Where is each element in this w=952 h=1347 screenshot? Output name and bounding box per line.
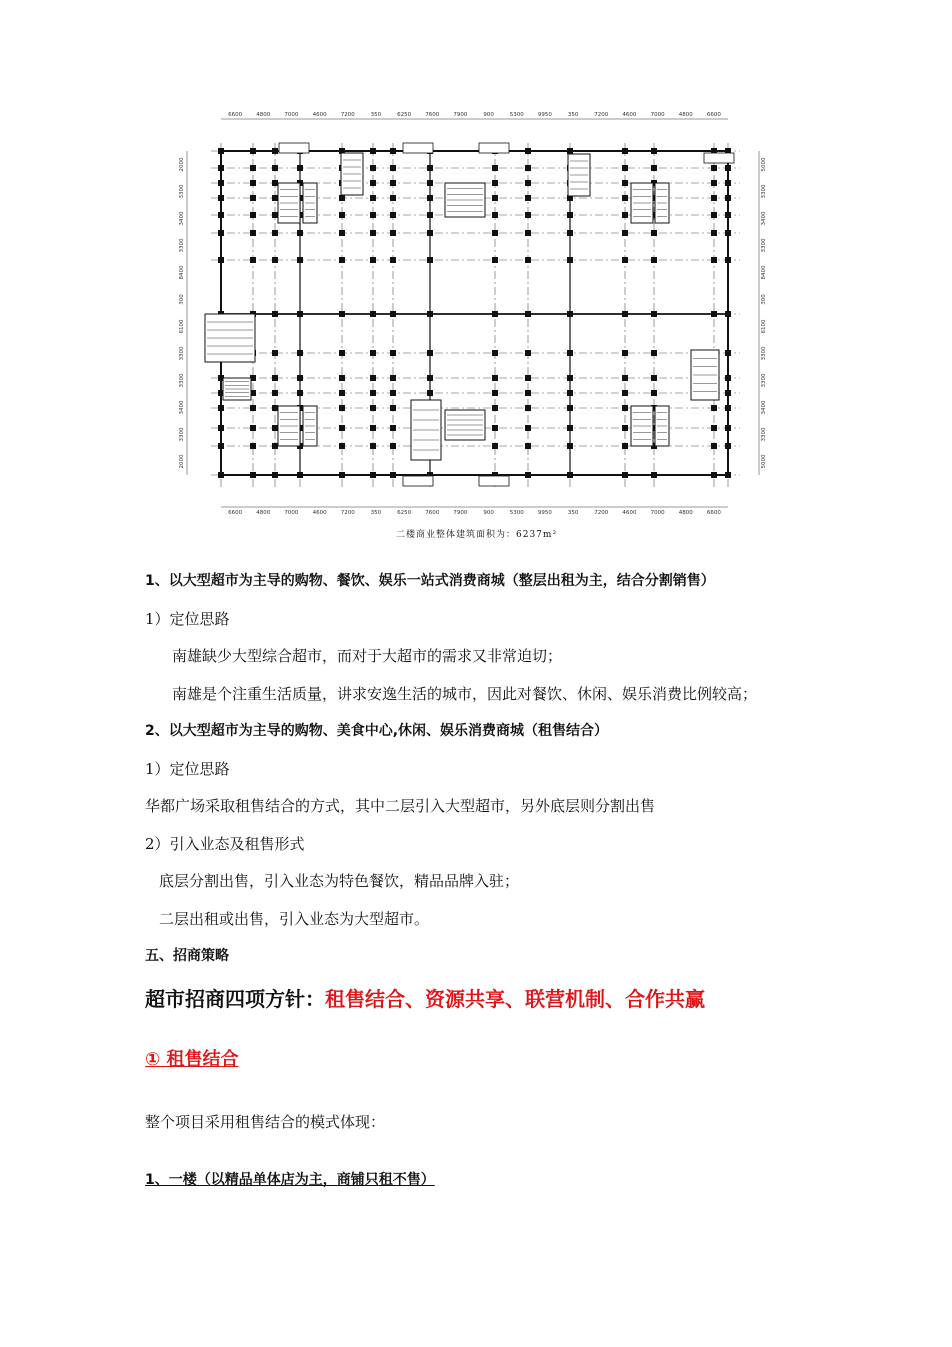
column bbox=[711, 165, 717, 171]
paragraph-1: 南雄缺少大型综合超市，而对于大超市的需求又非常迫切； bbox=[172, 647, 563, 665]
column bbox=[622, 257, 628, 263]
column bbox=[711, 425, 717, 431]
column bbox=[370, 230, 376, 236]
column bbox=[218, 165, 224, 171]
left-dimension-label: 3300 bbox=[179, 346, 185, 361]
column bbox=[651, 257, 657, 263]
column bbox=[370, 165, 376, 171]
column bbox=[339, 311, 345, 317]
column bbox=[427, 390, 433, 396]
column bbox=[725, 195, 731, 201]
bottom-dimension-label: 4800 bbox=[678, 510, 693, 516]
top-dimension-label: 7200 bbox=[594, 112, 609, 118]
option-2-subheading-2: 2）引入业态及租售形式 bbox=[145, 835, 305, 853]
column bbox=[218, 148, 224, 154]
window-unit bbox=[279, 143, 309, 153]
policy-value: 租售结合、资源共享、联营机制、合作共赢 bbox=[325, 987, 705, 1011]
column bbox=[567, 443, 573, 449]
right-dimension-label: 8400 bbox=[761, 265, 767, 280]
column bbox=[250, 195, 256, 201]
right-dimension-label: 3400 bbox=[761, 211, 767, 226]
column bbox=[370, 425, 376, 431]
bottom-dimension-label: 4600 bbox=[312, 510, 327, 516]
column bbox=[567, 405, 573, 411]
column bbox=[622, 230, 628, 236]
column bbox=[272, 350, 278, 356]
column bbox=[339, 472, 345, 478]
column bbox=[218, 180, 224, 186]
heading-first-floor: 1、一楼（以精品单体店为主，商铺只租不售） bbox=[145, 1172, 435, 1188]
column bbox=[272, 375, 278, 381]
option-1-subheading: 1）定位思路 bbox=[145, 610, 230, 628]
column bbox=[272, 390, 278, 396]
top-dimension-label: 9950 bbox=[537, 112, 552, 118]
column bbox=[272, 180, 278, 186]
column bbox=[427, 350, 433, 356]
top-dimension-label: 7600 bbox=[425, 112, 440, 118]
window-unit bbox=[479, 476, 509, 486]
column bbox=[492, 405, 498, 411]
column bbox=[218, 425, 224, 431]
column bbox=[492, 165, 498, 171]
column bbox=[711, 405, 717, 411]
column bbox=[390, 230, 396, 236]
column bbox=[711, 311, 717, 317]
bottom-dimension-label: 350 bbox=[370, 510, 382, 516]
column bbox=[297, 257, 303, 263]
paragraph-2: 南雄是个注重生活质量，讲求安逸生活的城市，因此对餐饮、休闲、娱乐消费比例较高； bbox=[172, 685, 758, 703]
column bbox=[218, 472, 224, 478]
column bbox=[427, 257, 433, 263]
window-unit bbox=[479, 143, 509, 153]
column bbox=[272, 405, 278, 411]
column bbox=[370, 375, 376, 381]
column bbox=[525, 425, 531, 431]
column bbox=[622, 443, 628, 449]
paragraph-3: 华都广场采取租售结合的方式，其中二层引入大型超市，另外底层则分割出售 bbox=[145, 797, 656, 815]
column bbox=[711, 180, 717, 186]
subheading-lease-sale: ① 租售结合 bbox=[145, 1049, 239, 1070]
column bbox=[525, 148, 531, 154]
column bbox=[622, 165, 628, 171]
column bbox=[427, 230, 433, 236]
column bbox=[370, 405, 376, 411]
top-dimension-label: 7900 bbox=[453, 112, 468, 118]
column bbox=[339, 425, 345, 431]
column bbox=[339, 195, 345, 201]
column bbox=[711, 472, 717, 478]
top-dimension-label: 7200 bbox=[340, 112, 355, 118]
bottom-dimension-label: 9950 bbox=[537, 510, 552, 516]
top-dimension-label: 5300 bbox=[509, 112, 524, 118]
column bbox=[370, 148, 376, 154]
column bbox=[250, 472, 256, 478]
column bbox=[651, 350, 657, 356]
floor-plan-drawing bbox=[143, 88, 773, 548]
column bbox=[427, 165, 433, 171]
column bbox=[390, 350, 396, 356]
left-dimension-label: 3300 bbox=[179, 427, 185, 442]
column bbox=[492, 350, 498, 356]
column bbox=[390, 180, 396, 186]
column bbox=[725, 230, 731, 236]
right-dimension-label: 5000 bbox=[761, 157, 767, 172]
column bbox=[492, 257, 498, 263]
floor-plan-caption: 二楼商业整体建筑面积为：6237m² bbox=[396, 530, 558, 540]
column bbox=[339, 375, 345, 381]
column bbox=[622, 311, 628, 317]
column bbox=[218, 257, 224, 263]
column bbox=[725, 165, 731, 171]
paragraph-6: 整个项目采用租售结合的模式体现： bbox=[145, 1113, 386, 1131]
column bbox=[297, 230, 303, 236]
column bbox=[525, 195, 531, 201]
column bbox=[339, 405, 345, 411]
column bbox=[370, 443, 376, 449]
left-dimension-label: 3400 bbox=[179, 211, 185, 226]
column bbox=[427, 311, 433, 317]
top-dimension-label: 350 bbox=[370, 112, 382, 118]
column bbox=[370, 257, 376, 263]
column bbox=[651, 375, 657, 381]
column bbox=[427, 195, 433, 201]
column bbox=[525, 405, 531, 411]
heading-option-2: 2、以大型超市为主导的购物、美食中心,休闲、娱乐消费商城（租售结合） bbox=[145, 723, 609, 739]
top-dimension-label: 900 bbox=[483, 112, 494, 118]
bottom-dimension-label: 7200 bbox=[594, 510, 609, 516]
column bbox=[492, 195, 498, 201]
policy-label: 超市招商四项方针： bbox=[145, 987, 325, 1011]
column bbox=[492, 443, 498, 449]
bottom-dimension-label: 6600 bbox=[228, 510, 243, 516]
column bbox=[390, 212, 396, 218]
column bbox=[622, 390, 628, 396]
column bbox=[339, 257, 345, 263]
column bbox=[725, 257, 731, 263]
column bbox=[272, 443, 278, 449]
column bbox=[272, 212, 278, 218]
column bbox=[651, 311, 657, 317]
section-heading-5: 五、招商策略 bbox=[145, 948, 229, 964]
column bbox=[250, 405, 256, 411]
top-dimension-label: 4600 bbox=[622, 112, 637, 118]
column bbox=[390, 195, 396, 201]
option-2-subheading-1: 1）定位思路 bbox=[145, 760, 230, 778]
column bbox=[390, 443, 396, 449]
column bbox=[297, 390, 303, 396]
column bbox=[250, 148, 256, 154]
column bbox=[567, 148, 573, 154]
column bbox=[390, 375, 396, 381]
bottom-dimension-label: 350 bbox=[567, 510, 579, 516]
column bbox=[390, 165, 396, 171]
column bbox=[272, 257, 278, 263]
column bbox=[218, 212, 224, 218]
column bbox=[218, 195, 224, 201]
column bbox=[427, 375, 433, 381]
bottom-dimension-label: 4800 bbox=[256, 510, 271, 516]
window-unit bbox=[403, 476, 433, 486]
column bbox=[525, 472, 531, 478]
left-dimension-label: 3300 bbox=[179, 373, 185, 388]
column bbox=[651, 148, 657, 154]
column bbox=[492, 375, 498, 381]
column bbox=[272, 311, 278, 317]
right-dimension-label: 3300 bbox=[761, 427, 767, 442]
column bbox=[525, 390, 531, 396]
column bbox=[725, 180, 731, 186]
top-dimension-label: 4800 bbox=[256, 112, 271, 118]
column bbox=[725, 472, 731, 478]
column bbox=[725, 405, 731, 411]
column bbox=[725, 311, 731, 317]
column bbox=[567, 230, 573, 236]
paragraph-5: 二层出租或出售，引入业态为大型超市。 bbox=[159, 910, 430, 928]
column bbox=[492, 180, 498, 186]
paragraph-4: 底层分割出售，引入业态为特色餐饮，精品品牌入驻； bbox=[159, 872, 520, 890]
column bbox=[567, 257, 573, 263]
column bbox=[725, 375, 731, 381]
column bbox=[651, 472, 657, 478]
column bbox=[339, 230, 345, 236]
column bbox=[250, 257, 256, 263]
column bbox=[297, 311, 303, 317]
bottom-dimension-label: 6250 bbox=[397, 510, 412, 516]
column bbox=[525, 230, 531, 236]
column bbox=[339, 350, 345, 356]
column bbox=[711, 230, 717, 236]
column bbox=[370, 350, 376, 356]
column bbox=[567, 311, 573, 317]
column bbox=[711, 212, 717, 218]
column bbox=[272, 230, 278, 236]
column bbox=[567, 350, 573, 356]
column bbox=[622, 350, 628, 356]
column bbox=[711, 443, 717, 449]
column bbox=[272, 425, 278, 431]
column bbox=[297, 165, 303, 171]
column bbox=[725, 443, 731, 449]
column bbox=[622, 472, 628, 478]
column bbox=[622, 212, 628, 218]
column bbox=[218, 405, 224, 411]
column bbox=[427, 180, 433, 186]
column bbox=[250, 443, 256, 449]
column bbox=[492, 212, 498, 218]
column bbox=[651, 165, 657, 171]
column bbox=[525, 165, 531, 171]
column bbox=[250, 165, 256, 171]
column bbox=[525, 311, 531, 317]
column bbox=[370, 390, 376, 396]
left-dimension-label: 8400 bbox=[179, 265, 185, 280]
column bbox=[567, 390, 573, 396]
column bbox=[725, 350, 731, 356]
column bbox=[272, 148, 278, 154]
bottom-dimension-label: 4600 bbox=[622, 510, 637, 516]
left-dimension-label: 3400 bbox=[179, 400, 185, 415]
bottom-dimension-label: 7200 bbox=[340, 510, 355, 516]
top-dimension-label: 7000 bbox=[650, 112, 665, 118]
bottom-dimension-label: 7600 bbox=[425, 510, 440, 516]
column bbox=[622, 375, 628, 381]
column bbox=[339, 390, 345, 396]
right-dimension-label: 3300 bbox=[761, 238, 767, 253]
column bbox=[272, 165, 278, 171]
column bbox=[622, 405, 628, 411]
column bbox=[492, 390, 498, 396]
column bbox=[370, 472, 376, 478]
column bbox=[250, 212, 256, 218]
right-dimension-label: 6100 bbox=[761, 319, 767, 334]
bottom-dimension-label: 900 bbox=[483, 510, 494, 516]
column bbox=[711, 257, 717, 263]
column bbox=[370, 212, 376, 218]
column bbox=[390, 148, 396, 154]
column bbox=[622, 195, 628, 201]
column bbox=[525, 350, 531, 356]
column bbox=[651, 390, 657, 396]
heading-option-1: 1、以大型超市为主导的购物、餐饮、娱乐一站式消费商城（整层出租为主，结合分割销售） bbox=[145, 573, 715, 589]
column bbox=[370, 180, 376, 186]
column bbox=[390, 425, 396, 431]
column bbox=[218, 230, 224, 236]
column bbox=[525, 212, 531, 218]
column bbox=[492, 230, 498, 236]
column bbox=[525, 257, 531, 263]
column bbox=[567, 212, 573, 218]
right-dimension-label: 5000 bbox=[761, 454, 767, 469]
bottom-dimension-label: 5300 bbox=[509, 510, 524, 516]
column bbox=[272, 195, 278, 201]
column bbox=[622, 148, 628, 154]
column bbox=[622, 180, 628, 186]
column bbox=[370, 195, 376, 201]
left-dimension-label: 3300 bbox=[179, 184, 185, 199]
column bbox=[297, 350, 303, 356]
column bbox=[250, 180, 256, 186]
column bbox=[250, 230, 256, 236]
column bbox=[567, 425, 573, 431]
column bbox=[492, 311, 498, 317]
column bbox=[297, 375, 303, 381]
column bbox=[272, 472, 278, 478]
top-dimension-label: 6600 bbox=[228, 112, 243, 118]
column bbox=[651, 230, 657, 236]
column bbox=[567, 472, 573, 478]
bottom-dimension-label: 7900 bbox=[453, 510, 468, 516]
policy-line bbox=[145, 986, 705, 1012]
column bbox=[390, 472, 396, 478]
top-dimension-label: 4600 bbox=[312, 112, 327, 118]
window-unit bbox=[403, 143, 433, 153]
right-dimension-label: 3300 bbox=[761, 346, 767, 361]
bottom-dimension-label: 6600 bbox=[706, 510, 721, 516]
column bbox=[711, 195, 717, 201]
top-dimension-label: 6600 bbox=[706, 112, 721, 118]
column bbox=[218, 443, 224, 449]
column bbox=[622, 425, 628, 431]
top-dimension-label: 350 bbox=[567, 112, 579, 118]
column bbox=[525, 443, 531, 449]
column bbox=[567, 375, 573, 381]
column bbox=[390, 257, 396, 263]
window-unit bbox=[704, 153, 734, 163]
right-dimension-label: 3400 bbox=[761, 400, 767, 415]
top-dimension-label: 4800 bbox=[678, 112, 693, 118]
left-dimension-label: 6100 bbox=[179, 319, 185, 334]
column bbox=[339, 443, 345, 449]
right-dimension-label: 3300 bbox=[761, 184, 767, 199]
column bbox=[492, 425, 498, 431]
column bbox=[725, 390, 731, 396]
bottom-dimension-label: 7000 bbox=[284, 510, 299, 516]
column bbox=[339, 212, 345, 218]
column bbox=[390, 311, 396, 317]
column bbox=[297, 472, 303, 478]
column bbox=[525, 375, 531, 381]
left-dimension-label: 300 bbox=[179, 294, 185, 305]
column bbox=[390, 390, 396, 396]
top-dimension-label: 6250 bbox=[397, 112, 412, 118]
column bbox=[525, 180, 531, 186]
left-dimension-label: 2000 bbox=[179, 454, 185, 469]
left-dimension-label: 2000 bbox=[179, 157, 185, 172]
bottom-dimension-label: 7000 bbox=[650, 510, 665, 516]
column bbox=[250, 425, 256, 431]
top-dimension-label: 7000 bbox=[284, 112, 299, 118]
column bbox=[725, 425, 731, 431]
right-dimension-label: 300 bbox=[761, 294, 767, 305]
right-dimension-label: 3300 bbox=[761, 373, 767, 388]
column bbox=[725, 212, 731, 218]
column bbox=[370, 311, 376, 317]
column bbox=[427, 212, 433, 218]
left-dimension-label: 3300 bbox=[179, 238, 185, 253]
column bbox=[390, 405, 396, 411]
